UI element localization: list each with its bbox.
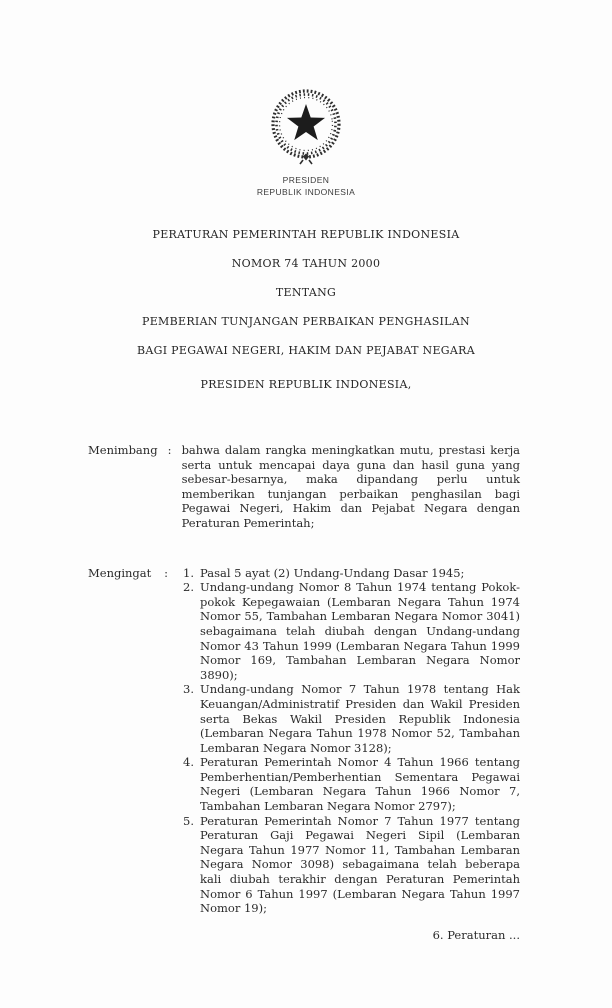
- catchword: 6. Peraturan ...: [432, 928, 520, 942]
- clause-mengingat: [88, 566, 520, 916]
- list-item-text: Undang-undang Nomor 8 Tahun 1974 tentang Pokok-pokok Kepegawaian (Lembaran Negara Tahun 1974 Nomor 55, Tambahan Lembaran Negara Nomor 3041) sebagaimana telah diubah dengan Undang-undang Nomor 43 Tahun 1999 (Lembaran Negara Tahun 1999 Nomor 169, Tambahan Lembaran Negara Nomor 3890);: [200, 580, 520, 682]
- mengingat-label: Mengingat: [88, 565, 152, 580]
- mengingat-colon: :: [164, 565, 168, 580]
- document-body: [0, 443, 612, 916]
- title-block: [0, 229, 612, 390]
- tentang-label: TENTANG: [275, 286, 337, 299]
- list-item-number: 1.: [183, 565, 194, 580]
- list-item-number: 5.: [183, 813, 194, 828]
- menimbang-label: Menimbang: [88, 443, 158, 457]
- list-item-text: Peraturan Pemerintah Nomor 7 Tahun 1977 tentang Peraturan Gaji Pegawai Negeri Sipil (Lembaran Negara Tahun 1977 Nomor 11, Tambahan Lembaran Negara Nomor 3098) sebagaimana telah beberapa kali diubah terakhir dengan Peraturan Pemerintah Nomor 6 Tahun 1997 (Lembaran Negara Tahun 1997 Nomor 19);: [200, 813, 520, 916]
- clause-menimbang: [88, 443, 520, 531]
- list-item-text: Undang-undang Nomor 7 Tahun 1978 tentang Hak Keuangan/Administratif Presiden dan Wakil Presiden serta Bekas Wakil Presiden Republik Indonesia (Lembaran Negara Tahun 1978 Nomor 52, Tambahan Lembaran Negara Nomor 3128);: [200, 682, 520, 755]
- list-item-number: 2.: [183, 580, 194, 595]
- letterhead: [0, 84, 612, 198]
- list-item: [178, 814, 520, 916]
- list-item: [178, 566, 520, 581]
- list-item: [178, 755, 520, 813]
- list-item-text: Pasal 5 ayat (2) Undang-Undang Dasar 1945;: [200, 565, 465, 580]
- regulation-number: NOMOR 74 TAHUN 2000: [231, 257, 381, 270]
- subject-line-1: PEMBERIAN TUNJANGAN PERBAIKAN PENGHASILAN: [142, 315, 470, 328]
- list-item: [178, 580, 520, 682]
- list-item-text: Peraturan Pemerintah Nomor 4 Tahun 1966 tentang Pemberhentian/Pemberhentian Sementara Pegawai Negeri (Lembaran Negara Tahun 1966 Nomor 7, Tambahan Lembaran Negara Nomor 2797);: [200, 755, 520, 814]
- presidential-emblem-icon: [267, 84, 345, 168]
- regulation-title: PERATURAN PEMERINTAH REPUBLIK INDONESIA: [152, 228, 460, 241]
- list-item: [178, 682, 520, 755]
- salutation: PRESIDEN REPUBLIK INDONESIA,: [200, 378, 412, 391]
- list-item-number: 3.: [183, 682, 194, 697]
- list-item-number: 4.: [183, 755, 194, 770]
- menimbang-colon: :: [167, 443, 172, 457]
- institution-presiden: PRESIDEN: [282, 175, 330, 185]
- institution-republik-indonesia: REPUBLIK INDONESIA: [256, 186, 356, 197]
- mengingat-list: [178, 566, 520, 916]
- subject-line-2: BAGI PEGAWAI NEGERI, HAKIM DAN PEJABAT NEGARA: [137, 344, 475, 357]
- menimbang-text: bahwa dalam rangka meningkatkan mutu, prestasi kerja serta untuk mencapai daya guna dan hasil guna yang sebesar-besarnya, maka dipandang perlu untuk memberikan tunjangan perbaikan penghasilan bagi Pegawai Negeri, Hakim dan Pejabat Negara dengan Peraturan Pemerintah;: [181, 443, 520, 530]
